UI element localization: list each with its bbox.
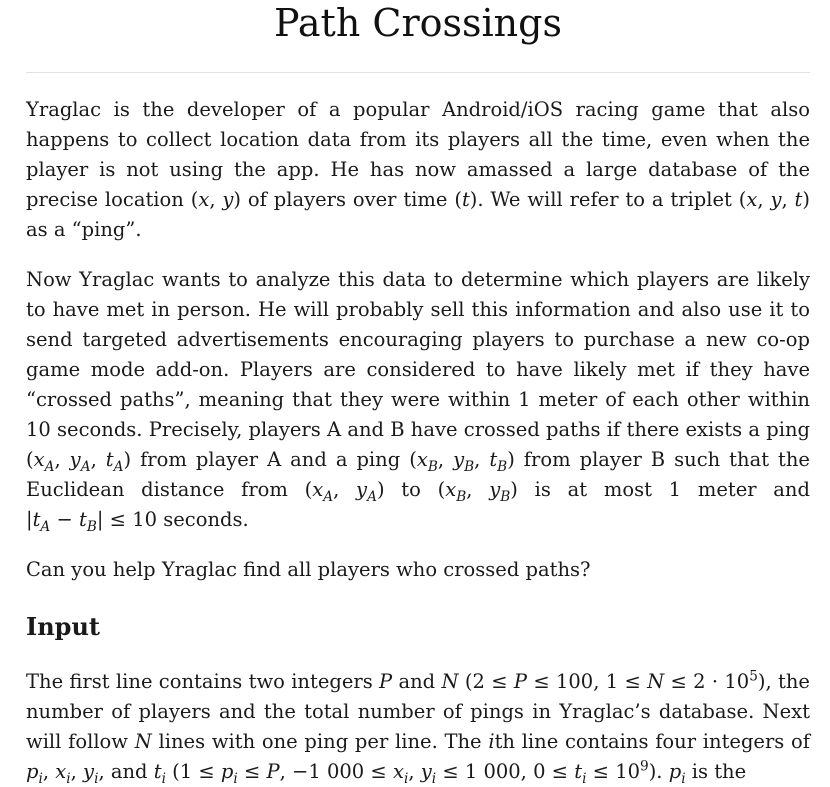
math-ping-a: ($x_A$, $y_A$, $t_A$): [26, 448, 132, 475]
text-run: ).: [648, 760, 669, 783]
text-run: seconds.: [157, 508, 249, 531]
math-point-b: ($x_B$, $y_B$): [437, 478, 518, 505]
text-run: ), the number of players and the total number of pings in Yraglac’s database. Next will follow: [26, 670, 810, 753]
title-divider: [26, 72, 810, 73]
text-run: to: [384, 478, 438, 501]
math-N: N: [441, 670, 459, 693]
text-run: th line contains four integers of: [494, 730, 810, 753]
text-run: is at most 1 meter and: [517, 478, 810, 501]
input-paragraph: [26, 667, 810, 787]
math-bounds-PN: 2 ≤ P ≤ 100, $1 \le N \le 2 \cdot 10^5$: [472, 668, 758, 693]
math-ti: $t_i$: [153, 760, 166, 787]
math-ping-b: ($x_B$, $y_B$, $t_B$): [409, 448, 515, 475]
section-heading-input: Input: [26, 612, 100, 641]
text-run: from player A and a ping: [131, 448, 410, 471]
text-run: , and: [98, 760, 154, 783]
text-run: Yraglac is the developer of a popular Android/iOS racing game that also happens to collect location data from its players all the time, even when the player is not using the app. He has now amassed a large database of the precise location: [26, 98, 810, 211]
text-run: is the: [685, 760, 747, 783]
text-run: (: [458, 670, 473, 693]
page-title: Path Crossings: [274, 1, 562, 45]
definition-paragraph: [26, 265, 810, 535]
math-i: i: [488, 730, 495, 753]
intro-paragraph: [26, 95, 810, 245]
text-run: of players over time: [241, 188, 455, 211]
text-run: Now Yraglac wants to analyze this data to determine which players are likely to have met in person. He will probably sell this information and also use it to send targeted advertisements encouraging players to purchase a new co-op game mode add-on. Players are considered to have likely met if they have “crossed paths”, meaning that they were within 1 meter of each other within 10 seconds. Precisely, players A and B have crossed paths if there exists a ping: [26, 268, 810, 441]
problem-page: [26, 0, 810, 787]
math-t: (t): [454, 188, 478, 211]
text-run: and: [392, 670, 442, 693]
question-paragraph: Can you help Yraglac find all players who crossed paths?: [26, 558, 591, 581]
math-P: P: [379, 670, 393, 693]
math-time-diff: $|t_A - t_B| \le 10$: [26, 508, 158, 535]
text-run: (: [165, 760, 180, 783]
math-pi: $p_i$: [668, 760, 686, 787]
math-N: N: [134, 730, 152, 753]
math-point-a: ($x_A$, $y_A$): [304, 478, 385, 505]
math-pxy: $p_i$, $x_i$, $y_i$: [26, 760, 99, 787]
text-run: from player B such that the Euclidean distance from: [26, 448, 810, 501]
text-run: The first line contains two integers: [26, 670, 380, 693]
text-run: . We will refer to a triplet: [477, 188, 739, 211]
text-run: lines with one ping per line. The: [151, 730, 489, 753]
math-bounds-ping: $1 \le p_i \le P$, −1 $000 \le x_i$, $y_i \le 1$ 000, $0 \le t_i \le 10^9$: [179, 758, 649, 787]
math-xyt: (x, y, t): [738, 188, 810, 211]
text-run: as a “ping”.: [26, 218, 142, 241]
math-xy: (x, y): [190, 188, 242, 211]
